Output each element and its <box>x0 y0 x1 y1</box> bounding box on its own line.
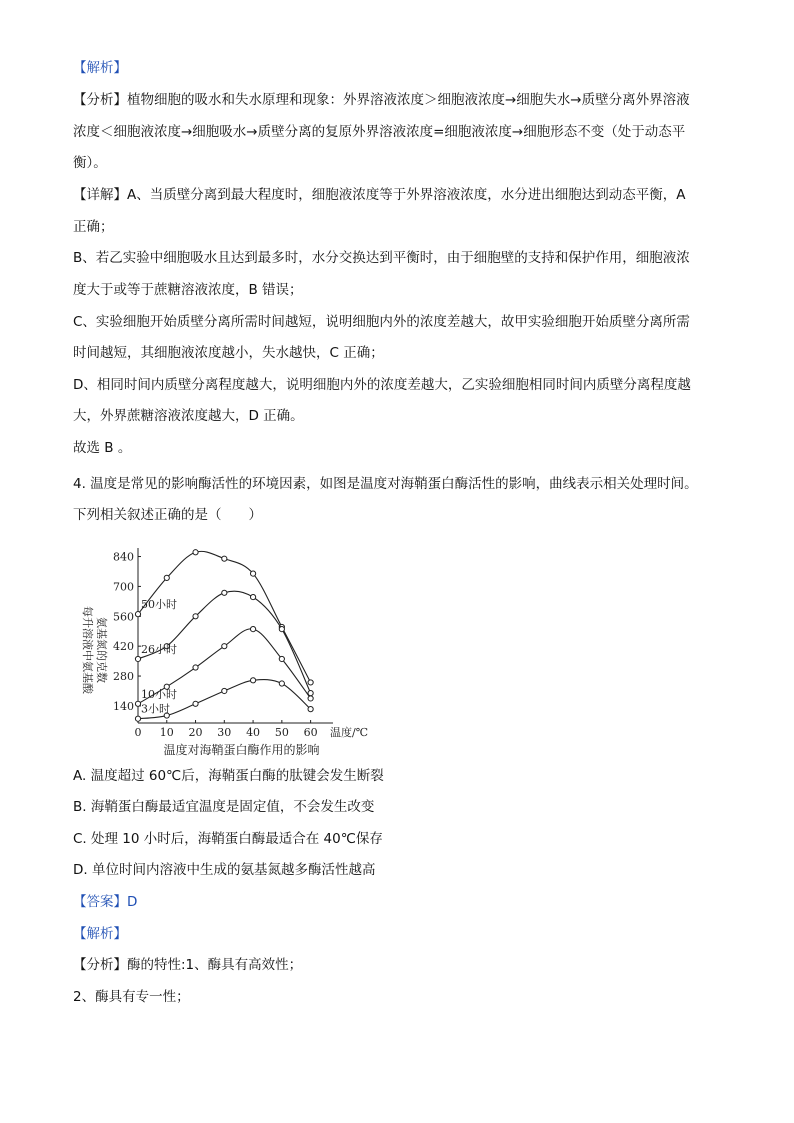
text-line: C. 处理 10 小时后，海鞘蛋白酶最适合在 40℃保存 <box>73 831 383 847</box>
data-point <box>250 678 255 683</box>
data-point <box>135 612 140 617</box>
text-line: 【分析】酶的特性:1、酶具有高效性； <box>73 957 303 973</box>
y-tick-label: 280 <box>113 670 134 684</box>
text-line: 时间越短，其细胞液浓度越小，失水越快，C 正确； <box>73 345 384 361</box>
x-tick-label: 40 <box>246 726 261 739</box>
data-point <box>222 590 227 595</box>
y-axis-label-line2: 氨基氮的克数 <box>95 617 108 683</box>
x-tick-label: 20 <box>188 726 203 739</box>
y-tick-label: 140 <box>113 699 134 713</box>
y-tick-label: 700 <box>113 580 134 594</box>
series-label: 26小时 <box>141 642 177 656</box>
data-point <box>193 701 198 706</box>
data-point <box>193 550 198 555</box>
y-tick-label: 420 <box>113 640 134 654</box>
text-line: 正确； <box>73 219 114 235</box>
text-line: B、若乙实验中细胞吸水且达到最多时，水分交换达到平衡时，由于细胞壁的支持和保护作用，细胞液浓 <box>73 250 690 266</box>
text-line: C、实验细胞开始质壁分离所需时间越短，说明细胞内外的浓度差越大，故甲实验细胞开始质壁分离所需 <box>73 314 690 330</box>
x-tick-label: 60 <box>303 726 318 739</box>
data-point <box>193 614 198 619</box>
text-line: 【详解】A、当质壁分离到最大程度时，细胞液浓度等于外界溶液浓度，水分进出细胞达到动态平衡，A <box>73 187 686 203</box>
data-point <box>135 701 140 706</box>
data-point <box>308 691 313 696</box>
data-point <box>222 556 227 561</box>
data-point <box>135 656 140 661</box>
text-line: 【解析】 <box>73 60 127 76</box>
data-point <box>250 594 255 599</box>
text-line: 【分析】植物细胞的吸水和失水原理和现象：外界溶液浓度＞细胞液浓度→细胞失水→质壁分离外界溶液 <box>73 92 690 108</box>
data-point <box>164 575 169 580</box>
text-line: 下列相关叙述正确的是（ ） <box>73 507 262 523</box>
data-point <box>250 571 255 576</box>
series-label: 3小时 <box>141 702 170 716</box>
text-line: D. 单位时间内溶液中生成的氨基氮越多酶活性越高 <box>73 862 376 878</box>
text-line: B. 海鞘蛋白酶最适宜温度是固定值，不会发生改变 <box>73 799 375 815</box>
x-tick-label: 50 <box>274 726 289 739</box>
data-point <box>250 626 255 631</box>
y-tick-label: 840 <box>113 550 134 564</box>
text-line: 衡）。 <box>73 155 107 171</box>
x-tick-label: 0 <box>134 726 142 739</box>
x-axis-label: 温度/℃ <box>329 726 369 739</box>
data-point <box>308 696 313 701</box>
data-point <box>279 681 284 686</box>
text-line: 4. 温度是常见的影响酶活性的环境因素，如图是温度对海鞘蛋白酶活性的影响，曲线表示相关处理时间。 <box>73 476 698 492</box>
data-point <box>279 656 284 661</box>
series-label: 10小时 <box>141 687 177 701</box>
chart-title: 温度对海鞘蛋白酶作用的影响 <box>163 743 320 757</box>
text-line: 度大于或等于蔗糖溶液浓度，B 错误； <box>73 282 303 298</box>
data-point <box>222 688 227 693</box>
text-line: 【答案】D <box>73 894 138 910</box>
enzyme-activity-chart <box>70 540 369 760</box>
text-line: 【解析】 <box>73 926 127 942</box>
series-label: 50小时 <box>141 598 177 612</box>
text-line: D、相同时间内质壁分离程度越大，说明细胞内外的浓度差越大，乙实验细胞相同时间内质壁分离程度越 <box>73 377 691 393</box>
data-point <box>135 716 140 721</box>
data-point <box>279 626 284 631</box>
text-line: A. 温度超过 60℃后，海鞘蛋白酶的肽键会发生断裂 <box>73 768 384 784</box>
data-point <box>308 680 313 685</box>
text-line: 2、酶具有专一性； <box>73 989 190 1005</box>
x-tick-label: 10 <box>159 726 174 739</box>
data-point <box>193 665 198 670</box>
y-tick-label: 560 <box>113 610 134 624</box>
data-point <box>308 707 313 712</box>
data-point <box>222 644 227 649</box>
text-line: 浓度＜细胞液浓度→细胞吸水→质壁分离的复原外界溶液浓度=细胞液浓度→细胞形态不变（处于动态平 <box>73 124 686 140</box>
text-line: 故选 B 。 <box>73 440 132 456</box>
y-axis-label-line1: 每升溶液中氨基酸 <box>81 606 94 694</box>
text-line: 大，外界蔗糖溶液浓度越大，D 正确。 <box>73 408 304 424</box>
x-tick-label: 30 <box>217 726 232 739</box>
